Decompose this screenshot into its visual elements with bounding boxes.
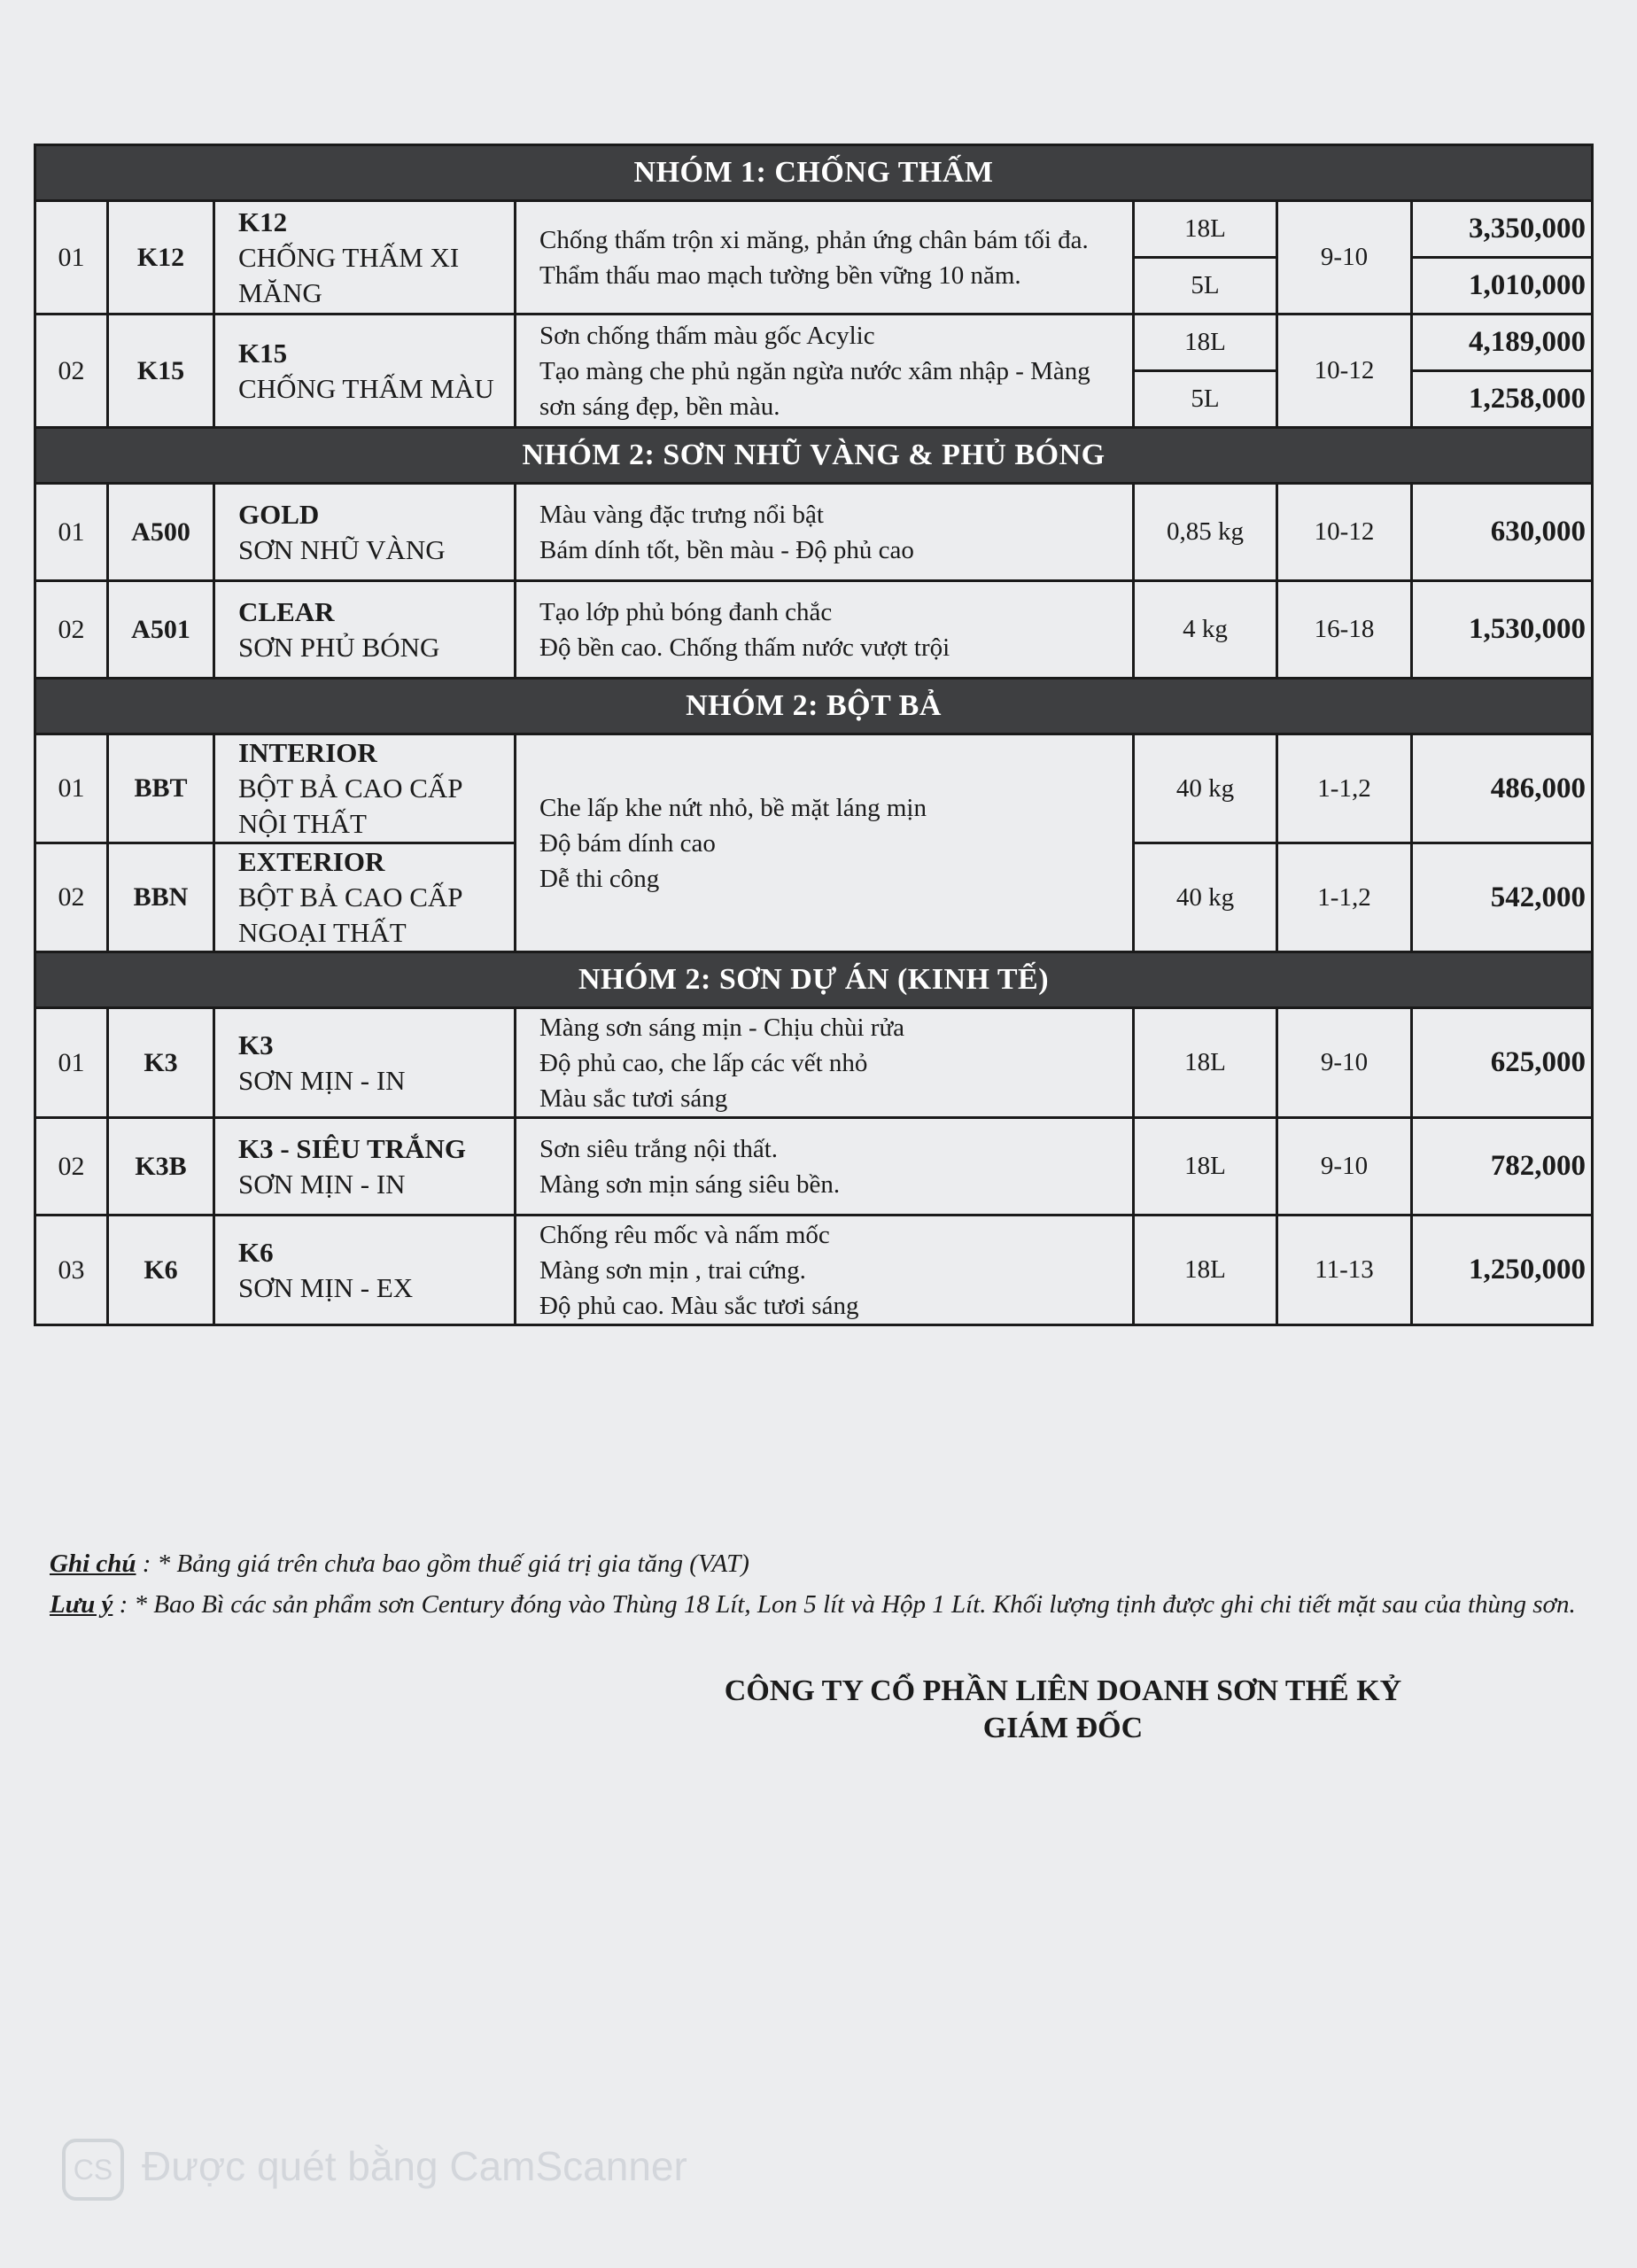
- product-code: K3: [108, 1008, 214, 1118]
- package-size: 40 kg: [1134, 734, 1277, 843]
- product-name: [214, 734, 516, 843]
- product-name: [214, 843, 516, 952]
- package-size: 18L: [1134, 201, 1277, 258]
- product-name: [214, 1008, 516, 1118]
- product-code: K6: [108, 1216, 214, 1325]
- group-header-row: [35, 428, 1593, 484]
- product-name-vi: SƠN PHỦ BÓNG: [238, 631, 440, 663]
- product-code: K12: [108, 201, 214, 315]
- coverage: 9-10: [1277, 1008, 1412, 1118]
- description-line: Chống thấm trộn xi măng, phản ứng chân bám tối đa.: [539, 225, 1089, 254]
- product-name-vi: SƠN MỊN - IN: [238, 1064, 406, 1096]
- signer-title: GIÁM ĐỐC: [982, 1712, 1144, 1744]
- coverage: 9-10: [1277, 1118, 1412, 1216]
- product-description: [516, 734, 1134, 952]
- description-line: Màng sơn mịn , trai cứng.: [539, 1255, 806, 1285]
- package-size: 40 kg: [1134, 843, 1277, 952]
- package-size: 5L: [1134, 371, 1277, 428]
- coverage: 1-1,2: [1277, 843, 1412, 952]
- product-name: [214, 1216, 516, 1325]
- product-name-en: EXTERIOR: [238, 846, 385, 877]
- description-line: Màng sơn mịn sáng siêu bền.: [539, 1169, 841, 1199]
- product-name-vi: BỘT BẢ CAO CẤP NỘI THẤT: [238, 773, 462, 839]
- description-line: Màu sắc tươi sáng: [539, 1084, 728, 1113]
- package-size: 5L: [1134, 258, 1277, 315]
- product-description: [516, 1008, 1134, 1118]
- product-name-en: GOLD: [238, 498, 320, 530]
- description-line: Sơn siêu trắng nội thất.: [539, 1134, 779, 1163]
- table-row: [35, 1216, 1593, 1325]
- product-name-vi: CHỐNG THẤM MÀU: [238, 372, 494, 404]
- group-title: NHÓM 1: CHỐNG THẤM: [35, 145, 1593, 201]
- description-line: Độ bám dính cao: [539, 828, 716, 858]
- product-name: [214, 1118, 516, 1216]
- price: 630,000: [1412, 484, 1593, 581]
- signature-block: [620, 1673, 1506, 1747]
- group-title: NHÓM 2: BỘT BẢ: [35, 679, 1593, 734]
- note-text: : * Bao Bì các sản phẩm sơn Century đóng vào Thùng 18 Lít, Lon 5 lít và Hộp 1 Lít. Khối lượng tịnh được ghi chi tiết mặt sau của thùng sơn.: [112, 1590, 1576, 1619]
- watermark-text: Được quét bằng CamScanner: [142, 2143, 687, 2190]
- row-number: 03: [35, 1216, 108, 1325]
- table-row: [35, 315, 1593, 371]
- note-label: Lưu ý: [50, 1590, 113, 1619]
- product-description: [516, 484, 1134, 581]
- product-name-en: CLEAR: [238, 595, 335, 627]
- group-title: NHÓM 2: SƠN NHŨ VÀNG & PHỦ BÓNG: [35, 428, 1593, 484]
- description-line: Bám dính tốt, bền màu - Độ phủ cao: [539, 535, 914, 564]
- product-description: [516, 1216, 1134, 1325]
- coverage: 9-10: [1277, 201, 1412, 315]
- coverage: 11-13: [1277, 1216, 1412, 1325]
- table-row: [35, 581, 1593, 679]
- price: 3,350,000: [1412, 201, 1593, 258]
- coverage: 10-12: [1277, 315, 1412, 428]
- table-row: [35, 484, 1593, 581]
- price: 782,000: [1412, 1118, 1593, 1216]
- product-description: [516, 201, 1134, 315]
- price: 4,189,000: [1412, 315, 1593, 371]
- product-code: BBN: [108, 843, 214, 952]
- table-row: [35, 1008, 1593, 1118]
- group-title: NHÓM 2: SƠN DỰ ÁN (KINH TẾ): [35, 952, 1593, 1008]
- price: 542,000: [1412, 843, 1593, 952]
- product-name-en: K3 - SIÊU TRẮNG: [238, 1132, 466, 1164]
- row-number: 01: [35, 734, 108, 843]
- package-size: 18L: [1134, 1118, 1277, 1216]
- note-packaging: [50, 1584, 1591, 1625]
- package-size: 0,85 kg: [1134, 484, 1277, 581]
- row-number: 02: [35, 843, 108, 952]
- row-number: 02: [35, 315, 108, 428]
- camscanner-logo-icon: CS: [62, 2139, 124, 2201]
- description-line: Che lấp khe nứt nhỏ, bề mặt láng mịn: [539, 793, 927, 822]
- product-name: [214, 315, 516, 428]
- coverage: 10-12: [1277, 484, 1412, 581]
- product-name-en: INTERIOR: [238, 737, 377, 768]
- row-number: 01: [35, 201, 108, 315]
- row-number: 02: [35, 1118, 108, 1216]
- price-table-sheet: [34, 144, 1591, 1326]
- product-name: [214, 201, 516, 315]
- product-name-vi: BỘT BẢ CAO CẤP NGOẠI THẤT: [238, 882, 462, 948]
- price-table: [34, 144, 1594, 1326]
- product-name: [214, 581, 516, 679]
- table-row: [35, 734, 1593, 843]
- price: 1,530,000: [1412, 581, 1593, 679]
- coverage: 1-1,2: [1277, 734, 1412, 843]
- price: 1,250,000: [1412, 1216, 1593, 1325]
- description-line: Độ phủ cao, che lấp các vết nhỏ: [539, 1048, 868, 1077]
- note-text: : * Bảng giá trên chưa bao gồm thuế giá trị gia tăng (VAT): [136, 1550, 749, 1578]
- product-name-en: K3: [238, 1029, 274, 1060]
- coverage: 16-18: [1277, 581, 1412, 679]
- product-description: [516, 1118, 1134, 1216]
- description-line: Tạo lớp phủ bóng đanh chắc: [539, 597, 833, 626]
- package-size: 18L: [1134, 315, 1277, 371]
- package-size: 4 kg: [1134, 581, 1277, 679]
- table-row: [35, 1118, 1593, 1216]
- row-number: 02: [35, 581, 108, 679]
- description-line: Độ bền cao. Chống thấm nước vượt trội: [539, 633, 950, 662]
- description-line: Dễ thi công: [539, 864, 660, 893]
- package-size: 18L: [1134, 1008, 1277, 1118]
- description-line: Sơn chống thấm màu gốc Acylic: [539, 321, 875, 350]
- note-label: Ghi chú: [50, 1550, 136, 1578]
- description-line: Chống rêu mốc và nấm mốc: [539, 1220, 830, 1249]
- product-name-vi: SƠN MỊN - EX: [238, 1271, 414, 1303]
- product-name-vi: CHỐNG THẤM XI MĂNG: [238, 241, 460, 308]
- product-code: BBT: [108, 734, 214, 843]
- product-code: K15: [108, 315, 214, 428]
- description-line: Màu vàng đặc trưng nổi bật: [539, 500, 824, 529]
- product-name-vi: SƠN MỊN - IN: [238, 1168, 406, 1200]
- notes: [50, 1543, 1591, 1625]
- price: 1,258,000: [1412, 371, 1593, 428]
- product-code: K3B: [108, 1118, 214, 1216]
- company-name: CÔNG TY CỔ PHẦN LIÊN DOANH SƠN THẾ KỶ: [724, 1674, 1402, 1707]
- description-line: Màng sơn sáng mịn - Chịu chùi rửa: [539, 1013, 905, 1042]
- product-code: A500: [108, 484, 214, 581]
- product-description: [516, 581, 1134, 679]
- product-name-en: K15: [238, 337, 288, 369]
- scanner-watermark: [62, 2139, 687, 2201]
- product-description: [516, 315, 1134, 428]
- group-header-row: [35, 952, 1593, 1008]
- description-line: Tạo màng che phủ ngăn ngừa nước xâm nhập - Màng sơn sáng đẹp, bền màu.: [539, 356, 1090, 421]
- table-row: [35, 201, 1593, 258]
- product-name: [214, 484, 516, 581]
- price: 486,000: [1412, 734, 1593, 843]
- product-code: A501: [108, 581, 214, 679]
- group-header-row: [35, 679, 1593, 734]
- description-line: Độ phủ cao. Màu sắc tươi sáng: [539, 1291, 859, 1320]
- product-name-en: K12: [238, 206, 288, 237]
- price: 625,000: [1412, 1008, 1593, 1118]
- row-number: 01: [35, 1008, 108, 1118]
- group-header-row: [35, 145, 1593, 201]
- product-name-en: K6: [238, 1236, 274, 1268]
- row-number: 01: [35, 484, 108, 581]
- note-vat: [50, 1543, 1591, 1584]
- product-name-vi: SƠN NHŨ VÀNG: [238, 533, 446, 565]
- package-size: 18L: [1134, 1216, 1277, 1325]
- price: 1,010,000: [1412, 258, 1593, 315]
- description-line: Thẩm thấu mao mạch tường bền vững 10 năm.: [539, 260, 1021, 290]
